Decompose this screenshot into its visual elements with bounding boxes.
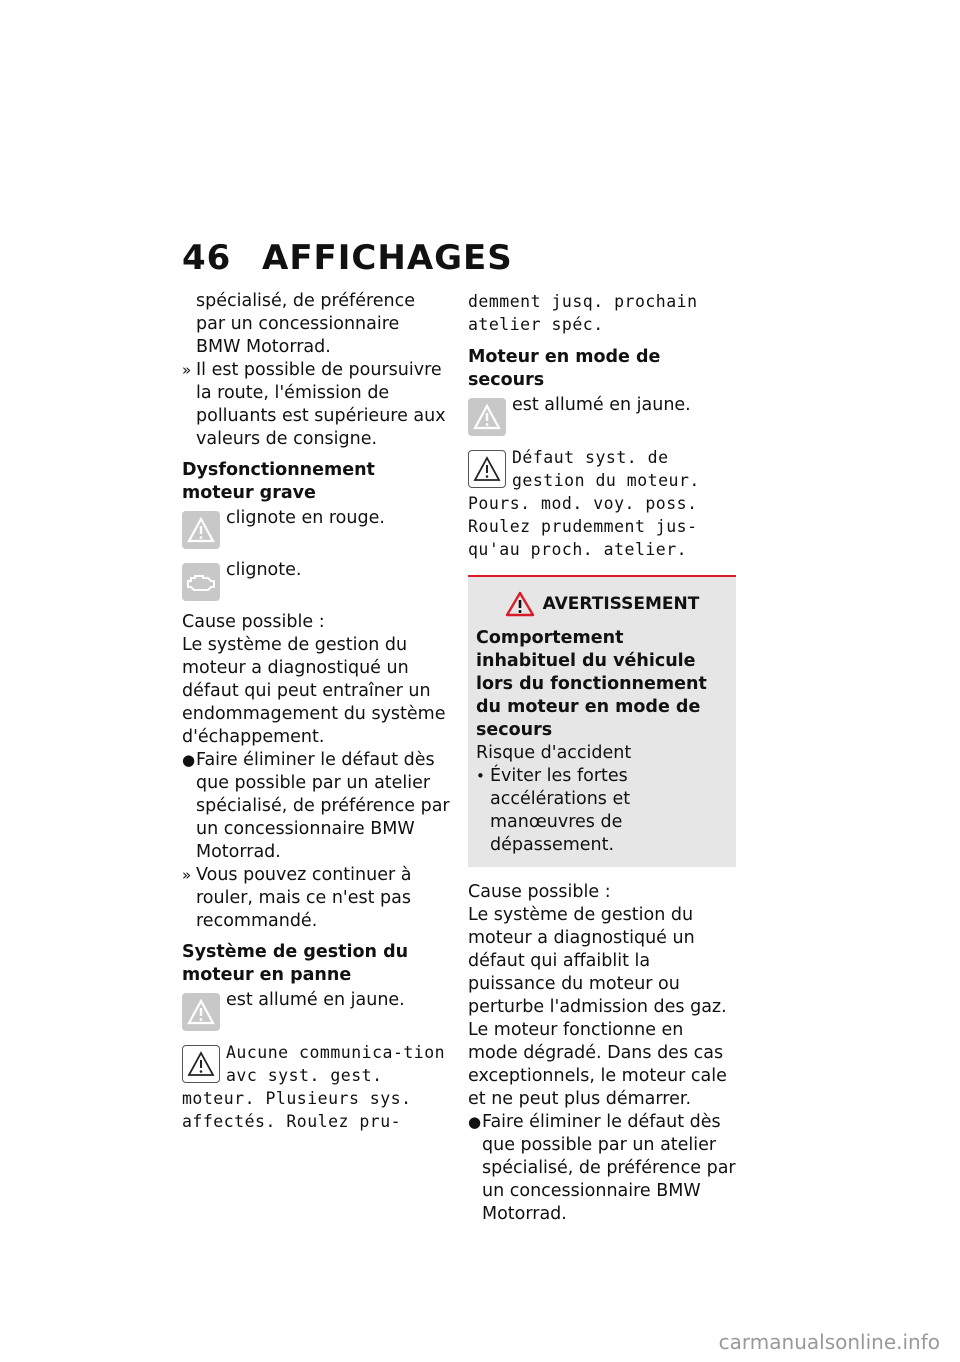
display-message <box>468 446 736 561</box>
page-header <box>182 238 513 278</box>
bullet-text: Éviter les fortes accélérations et manœuvres de dépassement. <box>490 766 631 855</box>
bullet-icon: ● <box>468 1113 482 1131</box>
bullet-item <box>476 765 728 857</box>
bullet-icon: • <box>476 767 485 785</box>
display-message <box>182 1041 450 1133</box>
page-number: 46 <box>182 238 232 278</box>
warning-risk: Risque d'accident <box>476 743 632 763</box>
note-text: Il est possible de poursuivre la route, l'émission de polluants est supérieure aux valeurs de consigne. <box>196 360 446 449</box>
section-heading: Système de gestion du moteur en panne <box>182 942 409 985</box>
warning-triangle-icon <box>182 511 220 549</box>
message-text: demment jusq. prochain atelier spéc. <box>468 292 698 334</box>
indicator-text: clignote. <box>226 560 302 580</box>
bullet-item <box>182 749 450 864</box>
cause-label: Cause possible : <box>468 882 611 902</box>
indicator-text: clignote en rouge. <box>226 508 385 528</box>
warning-box <box>468 575 736 867</box>
bullet-text: Faire éliminer le défaut dès que possible par un atelier spécialisé, de préférence par un concessionnaire BMW Motorrad. <box>196 750 450 862</box>
warning-triangle-icon <box>468 398 506 436</box>
note-arrow-icon: » <box>182 866 192 884</box>
bullet-text: Faire éliminer le défaut dès que possible par un atelier spécialisé, de préférence par un concessionnaire BMW Motorrad. <box>482 1112 736 1224</box>
indicator-row <box>468 394 736 436</box>
warning-title <box>476 591 728 617</box>
indicator-row <box>182 507 450 549</box>
indicator-row <box>182 989 450 1031</box>
note-text: Vous pouvez continuer à rouler, mais ce n'est pas recommandé. <box>196 865 412 931</box>
cause-text: Le système de gestion du moteur a diagnostiqué un défaut qui affaiblit la puissance du moteur ou perturbe l'admission des gaz. Le moteur fonctionne en mode dégradé. Dans des cas exceptionnels, le moteur cale et ne peut plus démarrer. <box>468 905 727 1109</box>
note-item <box>182 864 450 933</box>
right-column <box>468 290 736 1226</box>
intro-line: BMW Motorrad. <box>196 337 331 357</box>
indicator-text: est allumé en jaune. <box>226 990 405 1010</box>
section-heading: Moteur en mode de secours <box>468 347 661 390</box>
indicator-text: est allumé en jaune. <box>512 395 691 415</box>
bullet-icon: ● <box>182 751 196 769</box>
cause-label: Cause possible : <box>182 612 325 632</box>
page-title: AFFICHAGES <box>262 238 513 278</box>
warning-heading: Comportement inhabituel du véhicule lors du fonctionnement du moteur en mode de secours <box>476 628 707 740</box>
message-text: moteur. Plusieurs sys. affectés. Roulez pru- <box>182 1089 412 1131</box>
intro-line: spécialisé, de préférence <box>196 291 416 311</box>
bullet-item <box>468 1111 736 1226</box>
message-text: Pours. mod. voy. poss. Roulez prudemment jus-qu'au proch. atelier. <box>468 494 698 559</box>
warning-triangle-icon <box>182 993 220 1031</box>
intro-line: par un concessionnaire <box>196 314 400 334</box>
indicator-row <box>182 559 450 601</box>
warning-triangle-icon <box>182 1045 220 1083</box>
note-arrow-icon: » <box>182 361 192 379</box>
warning-title-text: AVERTISSEMENT <box>542 593 700 614</box>
section-heading: Dysfonctionnement moteur grave <box>182 460 375 503</box>
warning-triangle-icon <box>468 450 506 488</box>
warning-triangle-icon <box>505 591 535 617</box>
message-text: Aucune communica-tion avc syst. gest. <box>226 1043 446 1085</box>
message-text: Défaut syst. de gestion du moteur. <box>512 448 700 490</box>
cause-text: Le système de gestion du moteur a diagnostiqué un défaut qui peut entraîner un endommagement du système d'échappement. <box>182 635 446 747</box>
left-column <box>182 290 450 1143</box>
note-item <box>182 359 450 451</box>
engine-icon <box>182 563 220 601</box>
watermark: carmanualsonline.info <box>718 1330 940 1354</box>
